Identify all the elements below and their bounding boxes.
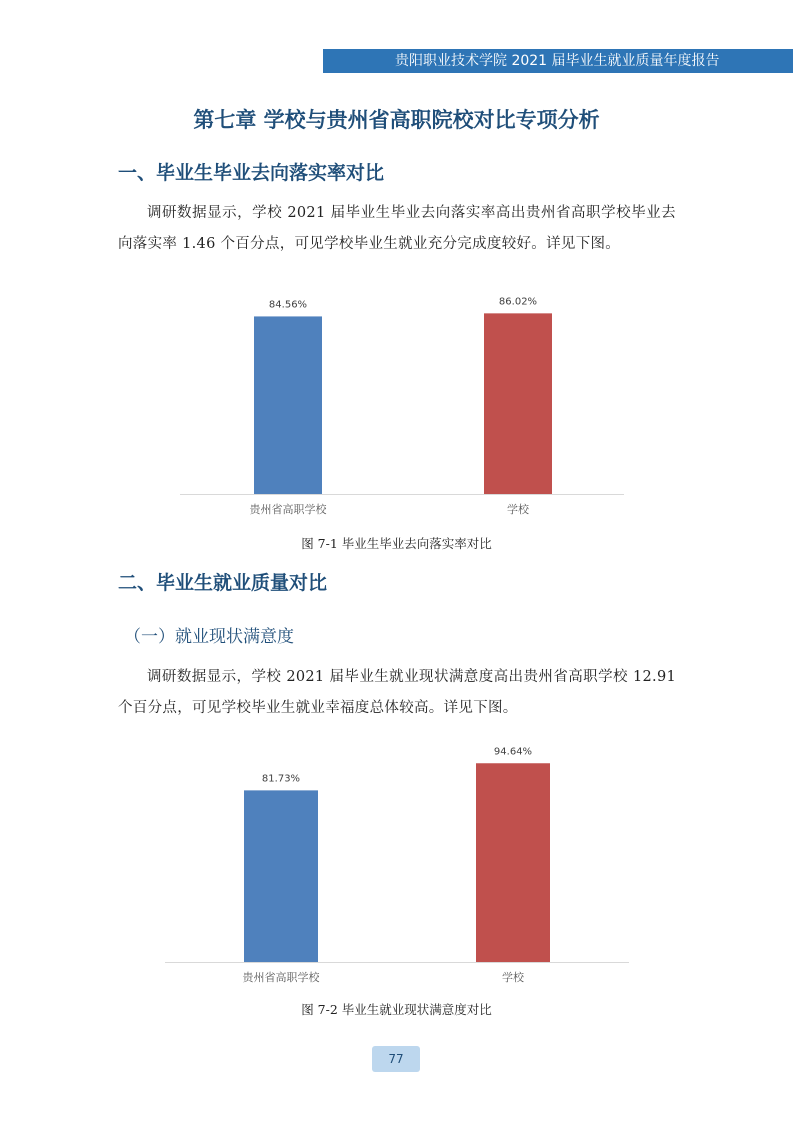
satisfaction-category-label-0: 贵州省高职学校 <box>242 971 320 984</box>
chart-placement-rate-svg <box>180 282 624 522</box>
caption-figure-7-1: 图 7-1 毕业生毕业去向落实率对比 <box>301 536 492 551</box>
chart-placement-rate <box>180 282 624 522</box>
section-heading-placement-rate: 一、毕业生毕业去向落实率对比 <box>118 162 385 184</box>
page-number: 77 <box>372 1046 420 1072</box>
placement-bar-0 <box>254 316 322 494</box>
satisfaction-bar-0 <box>244 790 318 962</box>
satisfaction-category-label-1: 学校 <box>502 971 524 984</box>
report-header-title: 贵阳职业技术学院 2021 届毕业生就业质量年度报告 <box>395 53 720 69</box>
subsection-heading-satisfaction: （一）就业现状满意度 <box>124 627 294 647</box>
paragraph-placement-rate: 调研数据显示，学校 2021 届毕业生毕业去向落实率高出贵州省高职学校毕业去向落实率 1.46 个百分点，可见学校毕业生就业充分完成度较好。详见下图。 <box>118 205 676 252</box>
report-header-band <box>323 49 793 73</box>
placement-data-label-1: 86.02% <box>498 296 538 308</box>
satisfaction-data-label-1: 94.64% <box>493 746 533 758</box>
placement-category-label-1: 学校 <box>507 503 529 516</box>
placement-data-label-0: 84.56% <box>268 299 308 311</box>
section-heading-employment-quality: 二、毕业生就业质量对比 <box>118 572 328 594</box>
chart-satisfaction-svg <box>165 730 629 988</box>
chapter-title: 第七章 学校与贵州省高职院校对比专项分析 <box>193 108 600 132</box>
placement-bar-1 <box>484 313 552 494</box>
chart-satisfaction <box>165 730 629 988</box>
caption-figure-7-2: 图 7-2 毕业生就业现状满意度对比 <box>301 1002 492 1017</box>
paragraph-satisfaction: 调研数据显示，学校 2021 届毕业生就业现状满意度高出贵州省高职学校 12.91 个百分点，可见学校毕业生就业幸福度总体较高。详见下图。 <box>118 669 676 716</box>
placement-category-label-0: 贵州省高职学校 <box>249 503 327 516</box>
satisfaction-bar-1 <box>476 763 550 962</box>
satisfaction-data-label-0: 81.73% <box>261 773 301 785</box>
